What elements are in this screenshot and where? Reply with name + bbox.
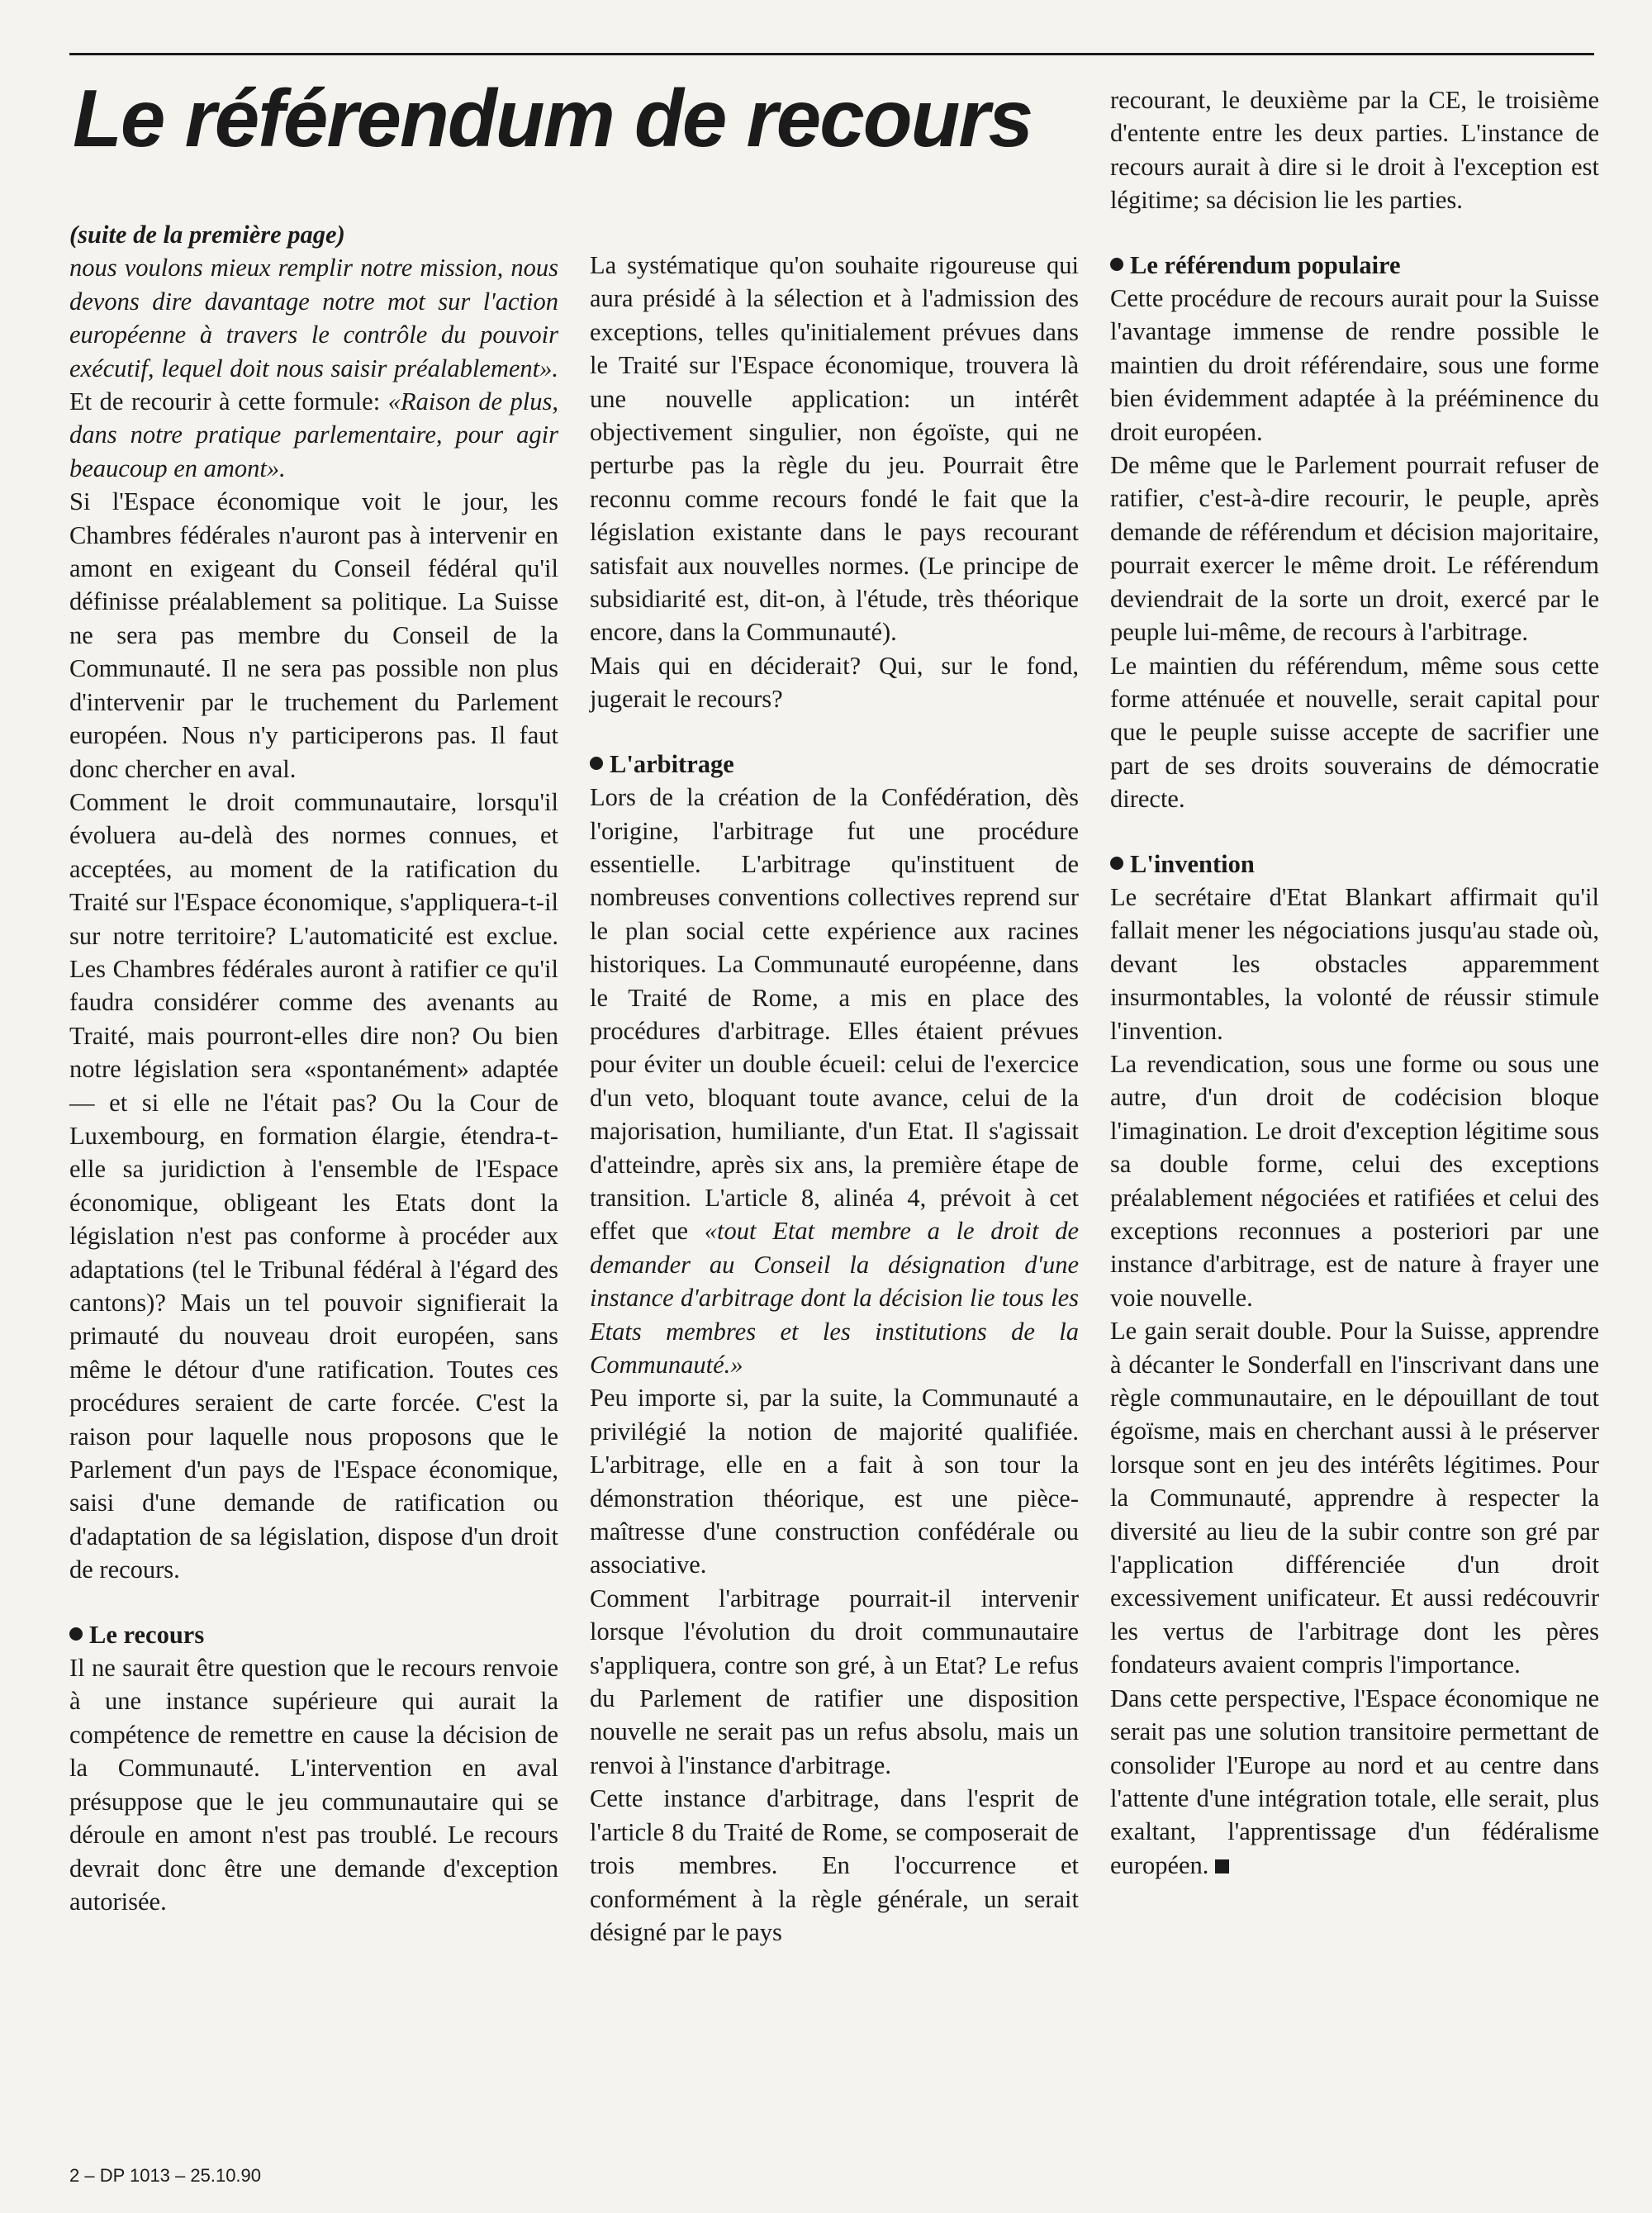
paragraph: Comment le droit communautaire, lorsqu'il évoluera au-delà des normes connues, et acceptées, au moment de la ratification du Traité sur l'Espace économique, s'appliquera-t-il sur notre territoire? L'automaticité est exclue. Les Chambres fédérales auront à ratifier ce qu'il faudra considérer comme des avenants au Traité, mais pourront-elles dire non? Ou bien notre législation sera «spontanément» adaptée — et si elle ne l'était pas? Ou la Cour de Luxembourg, en formation élargie, étendra-t-elle sa juridiction à l'ensemble de l'Espace économique, obligeant les Etats dont la législation n'est pas conforme à procéder aux adaptations (tel le Tribunal fédéral à l'égard des cantons)? Mais un tel pouvoir signifierait la primauté du nouveau droit européen, sans même le détour d'une ratification. Toutes ces procédures seraient de carte forcée. C'est la raison pour laquelle nous proposons que le Parlement d'un pays de l'Espace économique, saisi d'une demande de ratification ou d'adaptation de sa législation, dispose d'un droit de recours. <box>69 787 558 1584</box>
paragraph: recourant, le deuxième par la CE, le troisième d'entente entre les deux parties. L'instance de recours aurait à dire si le droit à l'exception est légitime; sa décision lie les parties. <box>1110 86 1599 215</box>
paragraph-text: Dans cette perspective, l'Espace économique ne serait pas une solution transitoire permettant de consolider l'Europe au nord et au centre dans l'attente d'une intégration totale, elle serait, plus exaltant, l'apprentissage d'un fédéralisme européen. <box>1110 1683 1599 1879</box>
top-rule <box>69 53 1594 55</box>
article-quote: «tout Etat membre a le droit de demander au Conseil la désignation d'une instance d'arbitrage dont la décision lie tous les Etats membres et les institutions de la Communauté.» <box>590 1217 1079 1379</box>
paragraph: Si l'Espace économique voit le jour, les Chambres fédérales n'auront pas à intervenir en amont en exigeant du Conseil fédéral qu'il définisse préalablement sa politique. La Suisse ne sera pas membre du Conseil de la Communauté. Il ne sera pas possible non plus d'intervenir par le truchement du Parlement européen. Nous n'y participerons pas. Il faut donc chercher en aval. <box>69 487 558 783</box>
column-1 <box>69 218 558 1918</box>
section-heading-text: Le recours <box>89 1620 205 1649</box>
article-title: Le référendum de recours <box>73 73 1032 164</box>
bullet-icon <box>1110 857 1123 870</box>
end-square-icon <box>1215 1859 1229 1873</box>
paragraph: De même que le Parlement pourrait refuser de ratifier, c'est-à-dire recourir, le peuple, après demande de référendum et décision majoritaire, pourrait exercer le même droit. Le référendum deviendrait de la sorte un droit, exercé par le peuple lui-même, de recours à l'arbitrage. <box>1110 451 1599 647</box>
intro-quote: «Raison de plus, dans notre pratique parlementaire, pour agir beaucoup en amont». <box>69 387 559 482</box>
bullet-icon <box>590 757 603 770</box>
paragraph: La revendication, sous une forme ou sous une autre, d'un droit de codécision bloque l'imagination. Le droit d'exception légitime sous sa double forme, celui des exceptions préalablement négociées et ratifiées et celui des exceptions reconnues a posteriori par une instance d'arbitrage, est de nature à frayer une voie nouvelle. <box>1110 1049 1599 1312</box>
bullet-icon <box>69 1627 83 1641</box>
paragraph: Le secrétaire d'Etat Blankart affirmait qu'il fallait mener les négociations jusqu'au stade où, devant les obstacles apparemment insurmontables, la volonté de réussir stimule l'invention. <box>1110 882 1599 1045</box>
paragraph: Mais qui en déciderait? Qui, sur le fond, jugerait le recours? <box>590 651 1079 714</box>
paragraph-text: Lors de la création de la Confédération, dès l'origine, l'arbitrage fut une procédure essentielle. L'arbitrage qu'instituent de nombreuses conventions collectives reprend sur le plan social cette expérience aux racines historiques. La Communauté européenne, dans le Traité de Rome, a mis en place des procédures d'arbitrage. Elles étaient prévues pour éviter un double écueil: celui de l'exercice d'un veto, bloquant toute avance, celui de la majorisation, humiliante, d'un Etat. Il s'agissait d'atteindre, après six ans, la première étape de transition. L'article 8, alinéa 4, prévoit à cet effet que <box>590 783 1079 1246</box>
paragraph: La systématique qu'on souhaite rigoureuse qui aura présidé à la sélection et à l'admission des exceptions, telles qu'initialement prévues dans le Traité sur l'Espace économique, trouvera là une nouvelle application: un intérêt objectivement singulier, non égoïste, qui ne perturbe pas la règle du jeu. Pourrait être reconnu comme recours fondé le fait que la législation existante dans le pays recourant satisfait aux nouvelles normes. (Le principe de subsidiarité est, dit-on, à l'étude, très théorique encore, dans la Communauté). <box>590 251 1079 647</box>
paragraph-final <box>1110 1682 1599 1882</box>
section-heading-text: L'invention <box>1130 849 1255 878</box>
section-heading-arbitrage <box>590 748 1079 781</box>
paragraph: Le maintien du référendum, même sous cette forme atténuée et nouvelle, serait capital pour que le peuple suisse accepte de sacrifier une part de ses droits souverains de démocratie directe. <box>1110 651 1599 814</box>
paragraph: Comment l'arbitrage pourrait-il intervenir lorsque l'évolution du droit communautaire s'appliquera, contre son gré, à un Etat? Le refus du Parlement de ratifier une disposition nouvelle ne serait pas un refus absolu, mais un renvoi à l'instance d'arbitrage. <box>590 1584 1079 1779</box>
column-3 <box>1110 83 1599 1882</box>
paragraph: Le gain serait double. Pour la Suisse, apprendre à décanter le Sonderfall en l'inscrivant dans une règle communautaire, en le dépouillant de tout égoïsme, mais en cherchant aussi à le préserver lorsque sont en jeu des intérêts légitimes. Pour la Communauté, apprendre à respecter la diversité au lieu de la subir contre son gré par l'application différenciée d'un droit excessivement unificateur. Et aussi redécouvrir les vertus de l'arbitrage dont les pères fondateurs avaient compris l'importance. <box>1110 1317 1599 1679</box>
paragraph: Cette instance d'arbitrage, dans l'esprit de l'article 8 du Traité de Rome, se composerait de trois membres. En l'occurrence et conformément à la règle générale, un serait désigné par le pays <box>590 1784 1079 1946</box>
intro-roman: Et de recourir à cette formule: <box>69 387 388 416</box>
section-heading-invention <box>1110 848 1599 881</box>
paragraph: Peu importe si, par la suite, la Communauté a privilégié la notion de majorité qualifiée. L'arbitrage, elle en a fait à son tour la démonstration théorique, est une pièce-maîtresse d'une construction confédérale ou associative. <box>590 1384 1079 1579</box>
paragraph: Cette procédure de recours aurait pour la Suisse l'avantage immense de rendre possible le maintien du droit référendaire, sous une forme bien évidemment adaptée à la prééminence du droit européen. <box>1110 284 1599 446</box>
page-footer: 2 – DP 1013 – 25.10.90 <box>69 2165 262 2186</box>
section-heading-text: L'arbitrage <box>610 749 734 778</box>
section-heading-referendum <box>1110 249 1599 282</box>
intro-paragraph <box>69 251 558 485</box>
paragraph: Il ne saurait être question que le recours renvoie à une instance supérieure qui aurait la compétence de remettre en cause la décision de la Communauté. L'intervention en aval présuppose que le jeu communautaire qui se déroule en amont n'est pas troublé. Le recours devrait donc être une demande d'exception autorisée. <box>69 1654 558 1916</box>
continuation-note: (suite de la première page) <box>69 221 345 249</box>
section-heading-recours <box>69 1618 558 1651</box>
bullet-icon <box>1110 258 1123 271</box>
paragraph <box>590 781 1079 1381</box>
section-heading-text: Le référendum populaire <box>1130 250 1401 279</box>
column-2 <box>590 249 1079 1949</box>
intro-italic: nous voulons mieux remplir notre mission, nous devons dire davantage notre mot sur l'action européenne à travers le contrôle du pouvoir exécutif, lequel doit nous saisir préalablement». <box>69 254 558 382</box>
